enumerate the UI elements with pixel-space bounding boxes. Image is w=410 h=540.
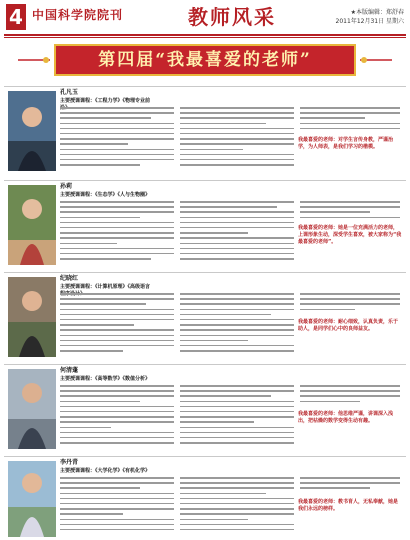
teacher-quote: 我最喜爱的老师：耐心细致，认真负责，乐于助人，是同学们心中的良师益友。 [298, 319, 399, 332]
teacher-courses: 主要授课课程：《大学化学》《有机化学》 [60, 468, 151, 474]
section-title: 教师风采 [188, 5, 276, 29]
page-header [0, 0, 410, 36]
header-rule-thin [4, 37, 406, 38]
teacher-quote: 我最喜爱的老师：她是一位充满活力的老师，上课形象生动，深受学生喜欢，被大家称为“我最喜爱的老师”。 [298, 225, 402, 245]
teacher-photo [8, 185, 56, 265]
teacher-courses: 主要授课课程：《计算机原理》《高级语言 [60, 284, 151, 290]
teacher-quote: 我最喜爱的老师：对学生言传身教，严谨治学，为人师表，是我们学习的楷模。 [298, 137, 394, 150]
teacher-courses: 主要授课课程：《高等数学》《数值分析》 [60, 376, 151, 382]
editor-line: ★本版编辑：郑舒春 [350, 9, 404, 16]
teacher-photo [8, 369, 56, 449]
teacher-caption [60, 459, 152, 475]
teacher-courses: 主要授课课程：《生态学》《人与生物圈》 [60, 192, 151, 198]
teacher-name: 孔凡玉 [60, 89, 79, 96]
title-banner [54, 44, 356, 76]
teacher-quote: 我最喜爱的老师：他思维严谨，讲课深入浅出，把枯燥的数学变得生动有趣。 [298, 411, 394, 424]
teacher-quote: 我最喜爱的老师：教书育人，无私奉献，她是我们永远的榜样。 [298, 499, 399, 512]
teacher-name: 李丹青 [60, 459, 79, 466]
page-number: 4 [6, 4, 26, 30]
teacher-photo [8, 461, 56, 537]
teacher-profile [4, 364, 406, 455]
newspaper-masthead: 中国科学院院刊 [32, 8, 124, 22]
teacher-profile [4, 272, 406, 363]
header-rule [4, 34, 406, 36]
teacher-caption [60, 367, 152, 383]
teacher-name: 何清蓬 [60, 367, 79, 374]
banner-right-ornament [360, 54, 392, 66]
teacher-profile [4, 86, 406, 179]
teacher-courses: 主要授课课程：《工程力学》《物理专业前 [60, 98, 151, 104]
teacher-profile [4, 180, 406, 271]
teacher-caption [60, 183, 152, 199]
teacher-profile [4, 456, 406, 539]
teacher-name: 纪晓红 [60, 275, 79, 282]
teacher-photo [8, 277, 56, 357]
banner-left-ornament [18, 54, 50, 66]
teacher-name: 孙莉 [60, 183, 73, 190]
header-info [336, 8, 404, 26]
teacher-photo [8, 91, 56, 171]
date-line: 2011年12月31日 星期六 [335, 18, 404, 25]
banner-title: 第四届“我最喜爱的老师” [98, 50, 312, 70]
